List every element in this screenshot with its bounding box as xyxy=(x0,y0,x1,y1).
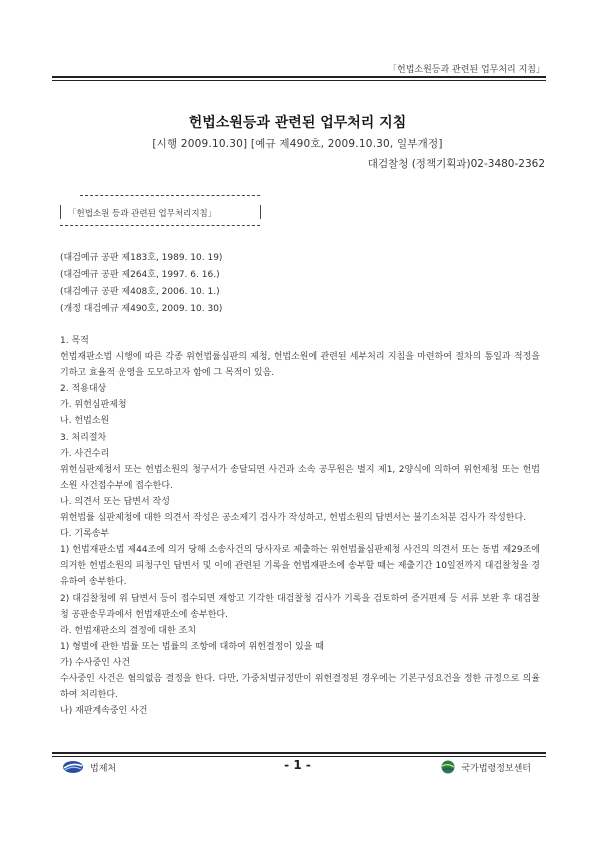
sub-item: 나) 재판계속중인 사건 xyxy=(60,706,148,717)
sub-item: 나. 의견서 또는 답변서 작성 xyxy=(60,496,170,507)
department-contact: 대검찰청 (정책기획과)02-3480-2362 xyxy=(367,158,545,170)
revision-item: (대검예규 공판 제183호, 1989. 10. 19) xyxy=(60,253,223,263)
footer-left-label: 법제처 xyxy=(90,763,117,774)
paragraph: 위헌법률 심판제청에 대한 의견서 작성은 공소제기 검사가 작성하고, 헌법소원의 답변서는 불기소처분 검사가 작성한다. xyxy=(60,513,527,524)
sub-item: 가. 사건수리 xyxy=(60,448,110,459)
header-rule xyxy=(52,76,546,78)
running-header-title: 「헌법소원등과 관련된 업무처리 지침」 xyxy=(388,65,545,75)
footer-rule xyxy=(52,752,546,754)
sub-item: 다. 기록송부 xyxy=(60,529,110,540)
section-heading: 2. 적용대상 xyxy=(60,384,107,395)
section-heading: 1. 목적 xyxy=(60,336,89,346)
header-rule-thin xyxy=(52,80,546,81)
section-heading: 3. 처리절차 xyxy=(60,432,107,443)
revision-item: (대검예규 공판 제264호, 1997. 6. 16.) xyxy=(60,270,220,280)
footer-right-label: 국가법령정보센터 xyxy=(461,763,531,774)
footer-right xyxy=(441,760,531,774)
box-right-border xyxy=(260,205,261,219)
boxed-title xyxy=(60,195,264,229)
paragraph: 2) 대검찰청에 위 답변서 등이 접수되면 재항고 기각한 대검찰청 검사가 기록을 검토하여 증거편제 등 서류 보완 후 대검찰청 공판송무과에서 헌법재판소에 송부한다. xyxy=(60,593,540,620)
footer-rule-thin xyxy=(52,756,546,757)
revision-item: (대검예규 공판 제408호, 2006. 10. 1.) xyxy=(60,287,220,297)
box-bottom-border xyxy=(60,225,260,226)
revision-item: (개정 대검예규 제490호, 2009. 10. 30) xyxy=(60,304,223,314)
paragraph: 1) 형벌에 관한 법률 또는 법률의 조항에 대하여 위헌결정이 있을 때 xyxy=(60,641,324,652)
document-body xyxy=(60,333,540,719)
page-number: - 1 - xyxy=(284,758,311,772)
sub-item: 라. 헌법재판소의 결정에 대한 조치 xyxy=(60,625,197,636)
paragraph: 헌법재판소법 시행에 따른 각종 위헌법률심판의 제청, 헌법소원에 관련된 세부처리 지침을 마련하여 절차의 통일과 적정을 기하고 효율적 운영을 도모하고자 함에 그 목적이 있음. xyxy=(60,352,540,379)
box-title-text: 「헌법소원 등과 관련된 업무처리지침」 xyxy=(68,209,217,219)
box-left-border xyxy=(60,205,61,219)
box-top-border xyxy=(80,195,260,196)
paragraph: 위헌심판제청서 또는 헌법소원의 청구서가 송달되면 사건과 소속 공무원은 별지 제1, 2양식에 의하여 위헌제청 또는 헌법소원 사건접수부에 접수한다. xyxy=(60,464,540,491)
globe-logo-icon xyxy=(441,760,455,774)
sub-item: 나. 헌법소원 xyxy=(60,416,110,427)
document-title: 헌법소원등과 관련된 업무처리 지침 xyxy=(188,115,407,131)
paragraph: 수사중인 사건은 혐의없음 결정을 한다. 다만, 가중처벌규정만이 위헌결정된 경우에는 기본구성요건을 정한 규정으로 의율하여 처리한다. xyxy=(60,673,540,701)
sub-item: 가. 위헌심판제청 xyxy=(60,400,127,411)
revision-history xyxy=(60,250,222,318)
paragraph: 1) 헌법재판소법 제44조에 의거 당해 소송사건의 당사자로 제출하는 위헌법률심판제청 사건의 의견서 또는 동법 제29조에 의거한 헌법소원의 피청구인 답변서 및 이에 관련된 기록을 헌법재판소에 송부할 때는 제출기간 10일전까지 대검찰청을 경유하여 송부한다. xyxy=(60,545,540,588)
enforcement-info: [시행 2009.10.30] [예규 제490호, 2009.10.30, 일부개정] xyxy=(152,138,443,150)
sub-item: 가) 수사중인 사건 xyxy=(60,657,131,668)
